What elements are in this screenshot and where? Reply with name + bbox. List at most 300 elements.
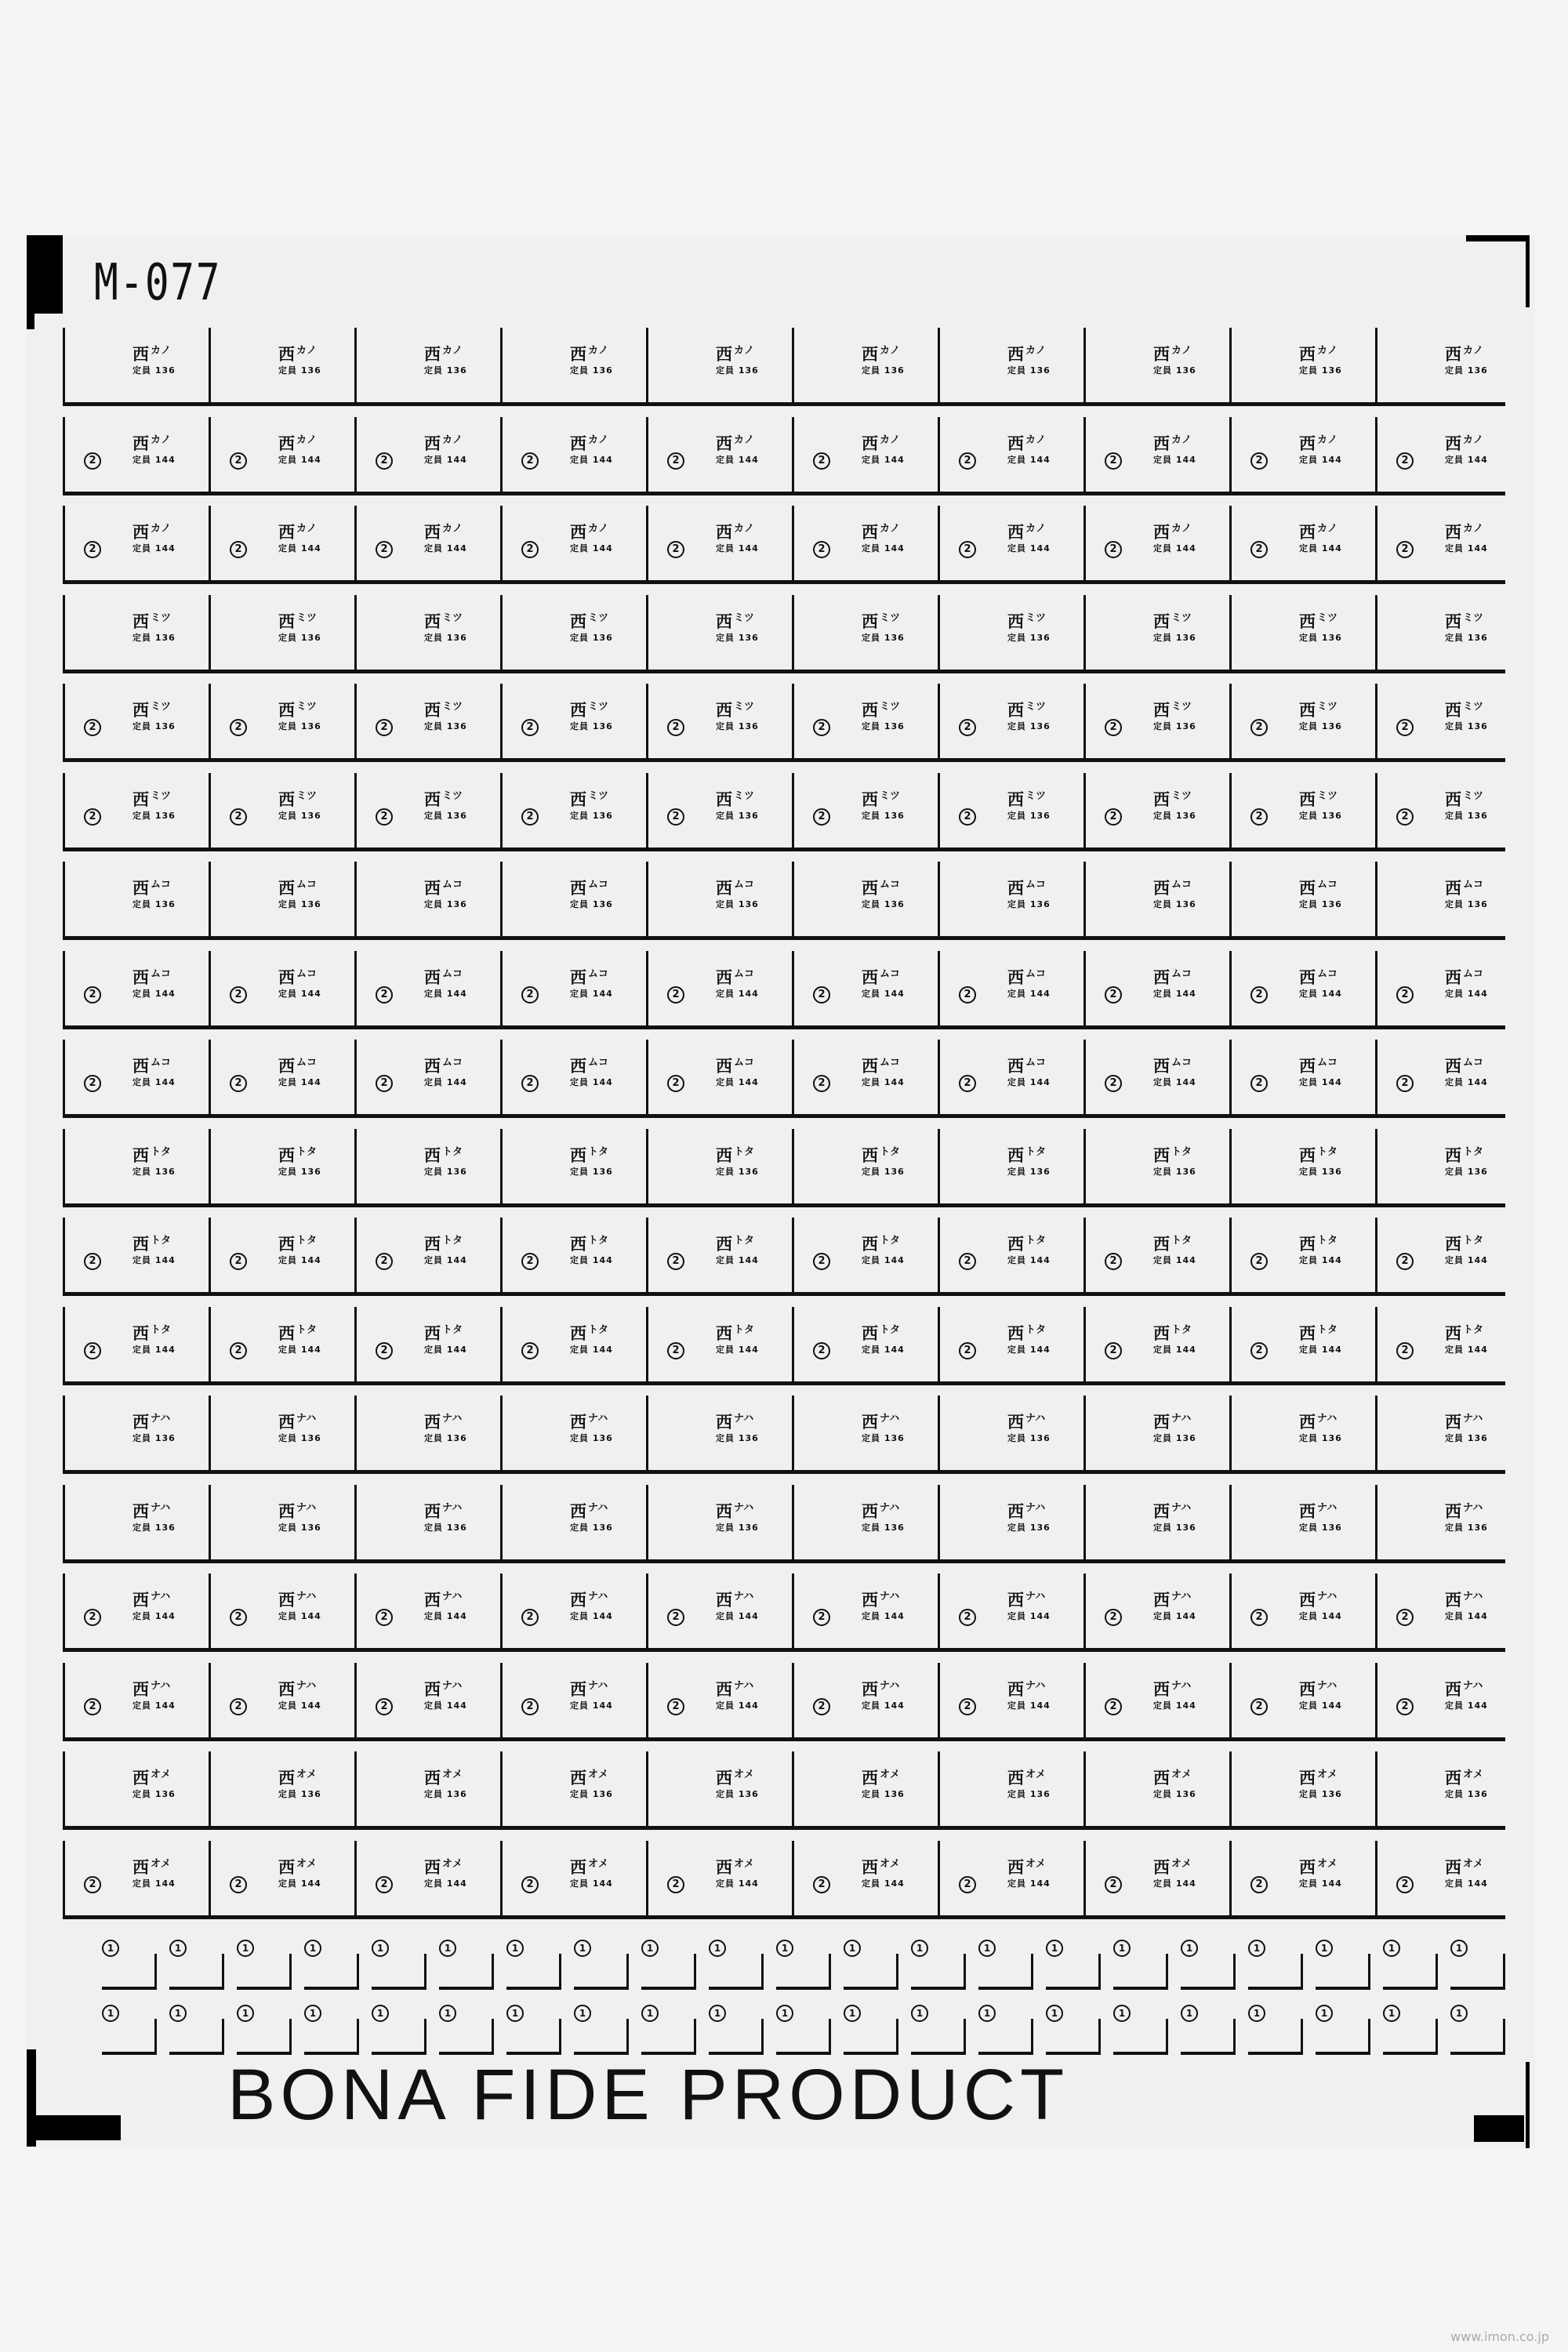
decal-kana: ムコ [1317,1057,1338,1069]
decal-cell [209,506,354,580]
decal-kana: ムコ [1025,1057,1047,1069]
decal-cell [938,1218,1083,1292]
decal-capacity: 定員 136 [278,1789,321,1799]
decal-capacity: 定員 136 [862,1789,905,1799]
decal-kana: ムコ [442,967,463,980]
decal-label-top: 西 $^{カノ}$ [278,434,318,453]
class-mark-two: 2 [667,1876,684,1893]
class-mark-two: 2 [667,1075,684,1092]
decal-kana: カノ [1463,434,1484,446]
decal-cell [1375,862,1521,936]
class-mark-two: 2 [376,808,393,826]
class-mark-two: 2 [230,719,247,736]
class-mark-two: 2 [521,1075,539,1092]
class-mark-two: 2 [376,1609,393,1626]
decal-capacity: 定員 144 [1007,1077,1051,1087]
decal-label-top: 西 $^{カノ}$ [1299,345,1338,364]
decal-cell [792,1841,938,1915]
decal-cell [354,1841,500,1915]
small-decal-cell [1239,2002,1305,2056]
sheet-code: M-077 [94,254,222,312]
decal-kana: ミツ [151,701,172,713]
decal-label-top: 西 $^{ナハ}$ [278,1501,317,1521]
decal-cell [1083,1396,1229,1470]
decal-kana: トタ [1171,1145,1192,1158]
decal-label-top: 西 $^{ナハ}$ [278,1413,317,1432]
decal-kana: オメ [1317,1857,1338,1870]
decal-kana: ナハ [1171,1679,1192,1692]
class-mark-one: 1 [439,2005,456,2022]
class-mark-two: 2 [230,1876,247,1893]
decal-capacity: 定員 144 [132,1077,176,1087]
decal-kana: トタ [880,1323,901,1336]
class-mark-two: 2 [813,1609,830,1626]
decal-cell [63,773,209,848]
decal-cell [354,506,500,580]
decal-capacity: 定員 136 [1299,1789,1342,1799]
class-mark-one: 1 [237,2005,254,2022]
decal-capacity: 定員 144 [1445,988,1488,999]
decal-capacity: 定員 136 [862,1433,905,1443]
decal-cell [1083,1307,1229,1381]
decal-label-top: 西 $^{ミツ}$ [1445,612,1484,631]
decal-capacity: 定員 136 [1445,365,1488,376]
decal-kana: ナハ [151,1501,171,1514]
class-mark-one: 1 [1181,2005,1198,2022]
decal-capacity: 定員 144 [1299,1700,1342,1711]
decal-kana: トタ [1317,1235,1338,1247]
decal-cell [792,773,938,848]
decal-label-top: 西 $^{カノ}$ [1299,434,1338,453]
small-decal-bracket [776,2019,831,2055]
decal-kana: オメ [1171,1769,1192,1780]
small-decal-cell [699,2002,765,2056]
decal-label-top: 西 $^{ナハ}$ [1445,1501,1483,1521]
small-decal-cell [497,2002,563,2056]
decal-capacity: 定員 136 [132,1166,176,1177]
decal-capacity: 定員 136 [1153,1166,1196,1177]
decal-capacity: 定員 136 [1153,810,1196,821]
decal-kana: カノ [442,523,463,535]
decal-capacity: 定員 144 [278,988,321,999]
decal-capacity: 定員 144 [1007,454,1051,465]
class-mark-one: 1 [102,2005,119,2022]
decal-kana: オメ [734,1857,754,1870]
decal-capacity: 定員 144 [278,1255,321,1265]
decal-capacity: 定員 136 [862,899,905,909]
decal-capacity: 定員 144 [716,1611,759,1621]
small-decal-cell [1374,1936,1439,1991]
decal-cell [1229,951,1375,1025]
class-mark-two: 2 [84,1698,101,1715]
decal-capacity: 定員 136 [1445,1789,1488,1799]
decal-kana: オメ [296,1769,317,1780]
decal-kana: トタ [442,1323,463,1336]
decal-capacity: 定員 136 [1299,721,1342,731]
decal-kana: カノ [296,345,318,357]
class-mark-two: 2 [521,1253,539,1270]
class-mark-two: 2 [521,808,539,826]
decal-capacity: 定員 144 [1153,1878,1196,1889]
decal-kana: トタ [442,1145,463,1158]
decal-label-top: 西 $^{ミツ}$ [570,701,609,720]
decal-kana: ナハ [442,1413,463,1425]
small-decal-cell [767,1936,833,1991]
small-decal-cell [902,1936,967,1991]
decal-cell [1375,684,1521,758]
decal-capacity: 定員 144 [1153,543,1196,554]
class-mark-two: 2 [667,1698,684,1715]
class-mark-two: 2 [1105,1609,1122,1626]
decal-cell [1229,1396,1375,1470]
decal-kana: ムコ [1463,1057,1484,1069]
decal-label-top: 西 $^{オメ}$ [716,1769,754,1788]
decal-cell [500,417,646,492]
decal-row [63,1663,1505,1741]
decal-capacity: 定員 136 [716,1433,759,1443]
decal-kana: ナハ [1025,1501,1046,1514]
decal-label-top: 西 $^{ナハ}$ [1299,1679,1338,1699]
decal-capacity: 定員 136 [1153,1522,1196,1533]
decal-label-top: 西 $^{ミツ}$ [862,789,901,809]
decal-label-top: 西 $^{ナハ}$ [570,1591,608,1610]
decal-label-top: 西 $^{カノ}$ [1007,345,1047,364]
decal-label-top: 西 $^{ミツ}$ [1153,701,1192,720]
decal-label-top: 西 $^{オメ}$ [570,1857,608,1877]
decal-cell [209,328,354,402]
corner-mark-tr [1466,235,1529,241]
decal-label-top: 西 $^{ナハ}$ [424,1679,463,1699]
decal-cell [1229,1307,1375,1381]
decal-cell [1375,773,1521,848]
decal-cell [354,1751,500,1826]
decal-label-top: 西 $^{トタ}$ [1153,1235,1192,1254]
decal-cell [354,951,500,1025]
corner-mark-bl-bar [27,2115,121,2140]
decal-cell [354,862,500,936]
decal-label-top: 西 $^{ムコ}$ [1445,879,1484,898]
decal-label-top: 西 $^{カノ}$ [716,345,755,364]
decal-kana: カノ [1171,434,1192,446]
decal-capacity: 定員 136 [132,632,176,643]
decal-kana: ミツ [296,612,318,624]
class-mark-two: 2 [813,1876,830,1893]
decal-cell [500,773,646,848]
decal-capacity: 定員 144 [1299,454,1342,465]
decal-cell [500,328,646,402]
decal-capacity: 定員 136 [424,1166,467,1177]
decal-label-top: 西 $^{トタ}$ [278,1323,318,1343]
decal-label-top: 西 $^{ナハ}$ [1299,1501,1338,1521]
decal-cell [792,1573,938,1648]
decal-kana: トタ [151,1323,172,1336]
decal-kana: ミツ [588,701,609,713]
class-mark-two: 2 [1250,1698,1268,1715]
small-decal-cell [227,2002,293,2056]
decal-cell [500,506,646,580]
decal-capacity: 定員 136 [278,365,321,376]
decal-label-top: 西 $^{トタ}$ [132,1323,172,1343]
decal-cell [500,1307,646,1381]
decal-cell [354,773,500,848]
decal-kana: ムコ [1025,879,1047,891]
decal-kana: ムコ [1463,879,1484,891]
decal-label-top: 西 $^{ミツ}$ [132,701,172,720]
decal-kana: カノ [296,523,318,535]
decal-label-top: 西 $^{ミツ}$ [1299,612,1338,631]
decal-cell [792,1485,938,1559]
decal-kana: ナハ [1317,1679,1338,1692]
small-decal-cell [767,2002,833,2056]
decal-cell [792,684,938,758]
decal-kana: ナハ [880,1413,900,1425]
decal-label-top: 西 $^{ミツ}$ [132,789,172,809]
class-mark-one: 1 [709,1940,726,1957]
decal-label-top: 西 $^{ミツ}$ [1299,789,1338,809]
small-decal-cell [632,2002,698,2056]
decal-kana: ナハ [296,1413,317,1425]
decal-capacity: 定員 136 [132,721,176,731]
decal-capacity: 定員 136 [1153,1789,1196,1799]
decal-cell [1083,1573,1229,1648]
class-mark-one: 1 [911,2005,928,2022]
decal-kana: トタ [151,1145,172,1158]
decal-cell [63,1218,209,1292]
decal-row [63,684,1505,762]
decal-kana: ナハ [588,1591,608,1602]
decal-kana: ミツ [734,612,755,624]
decal-label-top: 西 $^{ナハ}$ [570,1679,608,1699]
decal-cell [500,1396,646,1470]
class-mark-two: 2 [521,1876,539,1893]
decal-cell [646,417,792,492]
class-mark-one: 1 [776,2005,793,2022]
decal-kana: オメ [1463,1857,1483,1870]
decal-cell [209,1663,354,1737]
class-mark-two: 2 [84,1075,101,1092]
class-mark-two: 2 [521,986,539,1004]
decal-kana: ムコ [1025,967,1047,980]
decal-capacity: 定員 144 [862,1878,905,1889]
decal-cell [792,1663,938,1737]
decal-capacity: 定員 136 [862,1522,905,1533]
decal-capacity: 定員 136 [570,365,613,376]
decal-row [63,1307,1505,1385]
class-mark-one: 1 [978,2005,996,2022]
decal-label-top: 西 $^{ナハ}$ [132,1501,171,1521]
small-decal-cell [1441,2002,1507,2056]
decal-cell [63,1751,209,1826]
decal-kana: ナハ [1025,1591,1046,1602]
class-mark-two: 2 [959,1698,976,1715]
decal-kana: ムコ [1317,967,1338,980]
small-decal-bracket [372,2019,426,2055]
small-decal-bracket [776,1954,831,1990]
decal-cell [209,951,354,1025]
decal-capacity: 定員 136 [1299,632,1342,643]
small-decal-bracket [102,2019,157,2055]
decal-capacity: 定員 136 [424,899,467,909]
class-mark-two: 2 [521,1698,539,1715]
decal-cell [938,417,1083,492]
decal-label-top: 西 $^{ムコ}$ [1299,879,1338,898]
class-mark-two: 2 [376,719,393,736]
decal-cell [63,417,209,492]
decal-kana: トタ [588,1145,609,1158]
class-mark-two: 2 [1105,1075,1122,1092]
decal-cell [938,862,1083,936]
decal-cell [646,1663,792,1737]
decal-cell [646,1129,792,1203]
decal-cell [354,1485,500,1559]
class-mark-two: 2 [84,719,101,736]
decal-cell [792,1396,938,1470]
decal-kana: ミツ [296,789,318,802]
decal-capacity: 定員 136 [278,1522,321,1533]
class-mark-two: 2 [813,1075,830,1092]
decal-capacity: 定員 144 [132,454,176,465]
decal-kana: オメ [880,1857,900,1870]
decal-kana: トタ [1463,1145,1484,1158]
decal-label-top: 西 $^{オメ}$ [424,1769,463,1788]
decal-label-top: 西 $^{ナハ}$ [132,1413,171,1432]
decal-kana: トタ [1171,1323,1192,1336]
decal-label-top: 西 $^{ムコ}$ [1153,1057,1192,1076]
decal-capacity: 定員 136 [716,899,759,909]
decal-label-top: 西 $^{トタ}$ [1007,1235,1047,1254]
decal-label-top: 西 $^{トタ}$ [278,1235,318,1254]
decal-cell [354,684,500,758]
class-mark-one: 1 [844,2005,861,2022]
decal-label-top: 西 $^{オメ}$ [132,1857,171,1877]
decal-cell [792,328,938,402]
decal-kana: ミツ [442,612,463,624]
decal-cell [1375,506,1521,580]
decal-cell [1375,1485,1521,1559]
class-mark-two: 2 [1396,1698,1414,1715]
decal-capacity: 定員 136 [1153,899,1196,909]
small-decal-bracket [641,2019,696,2055]
corner-mark-tl-bar [27,235,34,329]
decal-capacity: 定員 144 [1299,1077,1342,1087]
class-mark-two: 2 [813,452,830,470]
decal-cell [500,951,646,1025]
decal-label-top: 西 $^{カノ}$ [570,523,609,542]
small-decal-bracket [1046,2019,1101,2055]
decal-kana: ミツ [151,789,172,802]
decal-cell [938,1129,1083,1203]
class-mark-two: 2 [813,1342,830,1359]
decal-cell [938,1663,1083,1737]
decal-cell [209,1040,354,1114]
decal-cell [646,1485,792,1559]
decal-label-top: 西 $^{ミツ}$ [1153,789,1192,809]
class-mark-two: 2 [1396,452,1414,470]
decal-cell [1083,417,1229,492]
decal-label-top: 西 $^{トタ}$ [1007,1323,1047,1343]
decal-cell [500,1751,646,1826]
decal-label-top: 西 $^{ミツ}$ [570,789,609,809]
decal-capacity: 定員 144 [1153,1077,1196,1087]
decal-cell [938,1396,1083,1470]
decal-kana: ナハ [296,1679,317,1692]
class-mark-two: 2 [1250,541,1268,558]
decal-label-top: 西 $^{ナハ}$ [1153,1413,1192,1432]
decal-cell [500,1841,646,1915]
decal-cell [209,1218,354,1292]
decal-capacity: 定員 144 [1299,1255,1342,1265]
decal-label-top: 西 $^{ナハ}$ [862,1413,900,1432]
small-decal-bracket [1046,1954,1101,1990]
decal-label-top: 西 $^{オメ}$ [1445,1769,1483,1788]
class-mark-two: 2 [521,541,539,558]
decal-label-top: 西 $^{ムコ}$ [1153,879,1192,898]
decal-capacity: 定員 136 [862,810,905,821]
decal-cell [1229,1663,1375,1737]
decal-cell [1229,1129,1375,1203]
decal-label-top: 西 $^{ナハ}$ [1007,1501,1046,1521]
decal-label-top: 西 $^{ムコ}$ [1299,1057,1338,1076]
decal-label-top: 西 $^{トタ}$ [570,1323,609,1343]
decal-kana: ムコ [880,1057,901,1069]
decal-kana: カノ [1025,523,1047,535]
decal-kana: トタ [1025,1145,1047,1158]
class-mark-two: 2 [959,1075,976,1092]
decal-label-top: 西 $^{ミツ}$ [278,789,318,809]
decal-capacity: 定員 136 [570,632,613,643]
decal-kana: ナハ [442,1591,463,1602]
decal-capacity: 定員 144 [278,1344,321,1355]
class-mark-two: 2 [959,541,976,558]
decal-cell [646,684,792,758]
class-mark-two: 2 [1396,1342,1414,1359]
class-mark-two: 2 [667,986,684,1004]
decal-capacity: 定員 144 [1299,1878,1342,1889]
footer-brand: BONA FIDE PRODUCT [227,2055,1069,2135]
decal-label-top: 西 $^{オメ}$ [862,1857,900,1877]
decal-label-top: 西 $^{オメ}$ [132,1769,171,1788]
decal-label-top: 西 $^{ムコ}$ [862,879,901,898]
decal-cell [209,684,354,758]
small-decal-cell [93,1936,158,1991]
decal-cell [500,684,646,758]
decal-kana: オメ [880,1769,900,1780]
class-mark-one: 1 [1383,1940,1400,1957]
decal-label-top: 西 $^{ミツ}$ [1153,612,1192,631]
decal-kana: カノ [151,523,172,535]
decal-kana: ムコ [588,967,609,980]
decal-kana: トタ [296,1145,318,1158]
class-mark-two: 2 [1396,1609,1414,1626]
small-decal-bracket [1248,2019,1303,2055]
class-mark-one: 1 [237,1940,254,1957]
decal-cell [1229,773,1375,848]
decal-capacity: 定員 136 [716,810,759,821]
decal-cell [938,773,1083,848]
small-decal-cell [362,2002,428,2056]
decal-kana: ナハ [880,1591,900,1602]
decal-capacity: 定員 144 [1445,543,1488,554]
decal-cell [1375,1663,1521,1737]
class-mark-two: 2 [1396,719,1414,736]
decal-label-top: 西 $^{カノ}$ [1445,434,1484,453]
decal-label-top: 西 $^{ナハ}$ [1445,1679,1483,1699]
decal-capacity: 定員 136 [1445,810,1488,821]
class-mark-two: 2 [1396,541,1414,558]
small-decal-cell [969,1936,1035,1991]
class-mark-two: 2 [1105,1698,1122,1715]
decal-kana: カノ [734,345,755,357]
